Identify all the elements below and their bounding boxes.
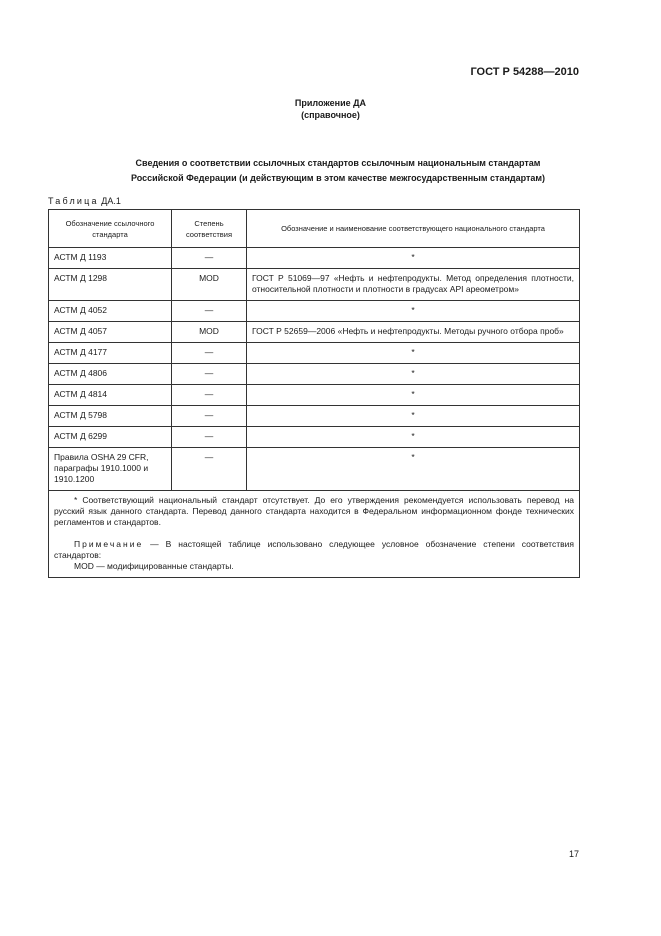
table-header-row <box>49 210 580 248</box>
reference-cell: АСТМ Д 4806 <box>49 364 172 385</box>
column-header-reference: Обозначение ссылочного стандарта <box>49 210 172 248</box>
table-row <box>49 248 580 269</box>
table-row <box>49 448 580 491</box>
column-header-degree: Степень соответствия <box>172 210 247 248</box>
national-standard-cell: * <box>247 448 580 491</box>
appendix-heading <box>0 97 661 121</box>
appendix-title: Приложение ДА <box>294 98 367 108</box>
column-header-national: Обозначение и наименование соответствующего национального стандарта <box>247 210 580 248</box>
national-standard-cell: * <box>247 406 580 427</box>
degree-cell: MOD <box>172 322 247 343</box>
reference-cell: Правила OSHA 29 CFR, параграфы 1910.1000 и 1910.1200 <box>49 448 172 491</box>
table-row <box>49 301 580 322</box>
degree-cell: — <box>172 343 247 364</box>
table-row <box>49 385 580 406</box>
national-standard-cell: * <box>247 248 580 269</box>
national-standard-cell: * <box>247 364 580 385</box>
table-row <box>49 269 580 301</box>
table-row <box>49 343 580 364</box>
table-caption-number: ДА.1 <box>101 196 121 206</box>
table-row <box>49 406 580 427</box>
reference-cell: АСТМ Д 4177 <box>49 343 172 364</box>
table-caption-label: Таблица <box>48 196 99 206</box>
page-number: 17 <box>568 849 579 859</box>
national-standard-cell: * <box>247 301 580 322</box>
degree-cell: — <box>172 448 247 491</box>
reference-cell: АСТМ Д 1298 <box>49 269 172 301</box>
table-footnote: * Соответствующий национальный стандарт отсутствует. До его утверждения рекомендуется использовать перевод на русский язык данного стандарта. Перевод данного стандарта находится в Федеральном информационном фонде технических регламентов и стандартов. <box>54 495 574 527</box>
reference-cell: АСТМ Д 6299 <box>49 427 172 448</box>
reference-cell: АСТМ Д 4057 <box>49 322 172 343</box>
reference-cell: АСТМ Д 1193 <box>49 248 172 269</box>
degree-cell: MOD <box>172 269 247 301</box>
degree-cell: — <box>172 427 247 448</box>
document-code: ГОСТ Р 54288—2010 <box>470 66 579 78</box>
degree-cell: — <box>172 364 247 385</box>
degree-cell: — <box>172 385 247 406</box>
note-text: — В настоящей таблице использовано следующее условное обозначение степени соответствия стандартов: <box>54 539 574 560</box>
document-title <box>60 156 616 186</box>
table-row <box>49 427 580 448</box>
national-standard-cell: * <box>247 427 580 448</box>
table-row <box>49 364 580 385</box>
reference-cell: АСТМ Д 4052 <box>49 301 172 322</box>
note-label: Примечание <box>74 539 144 549</box>
national-standard-cell: * <box>247 385 580 406</box>
correspondence-table <box>48 209 580 578</box>
note-mod-definition: MOD — модифицированные стандарты. <box>74 561 234 571</box>
degree-cell: — <box>172 301 247 322</box>
national-standard-cell: ГОСТ Р 51069—97 «Нефть и нефтепродукты. Метод определения плотности, относительной плотности и плотности в градусах API ареометром» <box>247 269 580 301</box>
table-caption <box>48 196 121 206</box>
national-standard-cell: ГОСТ Р 52659—2006 «Нефть и нефтепродукты. Методы ручного отбора проб» <box>247 322 580 343</box>
national-standard-cell: * <box>247 343 580 364</box>
table-note <box>54 539 574 561</box>
document-title-line-1: Сведения о соответствии ссылочных стандартов ссылочным национальным стандартам <box>135 158 541 168</box>
degree-cell: — <box>172 406 247 427</box>
reference-cell: АСТМ Д 5798 <box>49 406 172 427</box>
degree-cell: — <box>172 248 247 269</box>
appendix-subtitle: (справочное) <box>301 110 360 120</box>
reference-cell: АСТМ Д 4814 <box>49 385 172 406</box>
table-row <box>49 322 580 343</box>
document-title-line-2: Российской Федерации (и действующим в этом качестве межгосударственным стандартам) <box>130 173 546 183</box>
table-notes-cell <box>49 491 580 578</box>
table-notes-row <box>49 491 580 578</box>
